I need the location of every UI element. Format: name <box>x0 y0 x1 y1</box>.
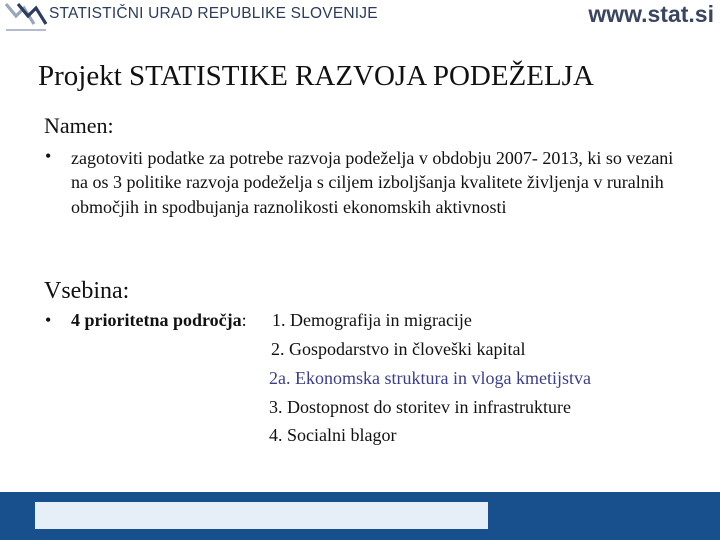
page-title: Projekt STATISTIKE RAZVOJA PODEŽELJA <box>38 60 594 92</box>
purpose-text: zagotoviti podatke za potrebe razvoja podeželja v obdobju 2007- 2013, ki so vezani na os 3 politike razvoja podeželja s ciljem izboljšanja kvalitete življenja v ruralnih območjih in spodbujanja raznolikosti ekonomskih aktivnosti <box>71 148 674 217</box>
priority-area-item: 1. Demografija in migracije <box>272 310 472 330</box>
priority-areas-label <box>71 310 247 331</box>
priority-areas-label-colon: : <box>241 310 247 330</box>
priority-area-item: 2. Gospodarstvo in človeški kapital <box>271 339 526 359</box>
namen-bullet: • <box>45 146 52 166</box>
org-name: STATISTIČNI URAD REPUBLIKE SLOVENIJE <box>49 5 378 22</box>
priority-area-item: 4. Socialni blagor <box>269 425 397 445</box>
statistics-office-logo-icon <box>4 0 48 34</box>
priority-area-item-highlighted: 2a. Ekonomska struktura in vloga kmetijstva <box>269 368 591 388</box>
footer-box <box>35 502 488 529</box>
site-url[interactable]: www.stat.si <box>588 1 714 27</box>
vsebina-heading: Vsebina: <box>44 278 130 304</box>
vsebina-bullet: • <box>45 310 52 330</box>
priority-areas-label-bold: 4 prioritetna področja <box>71 310 242 330</box>
header <box>0 0 720 36</box>
namen-heading: Namen: <box>44 113 114 138</box>
priority-area-item: 3. Dostopnost do storitev in infrastrukture <box>269 397 571 417</box>
